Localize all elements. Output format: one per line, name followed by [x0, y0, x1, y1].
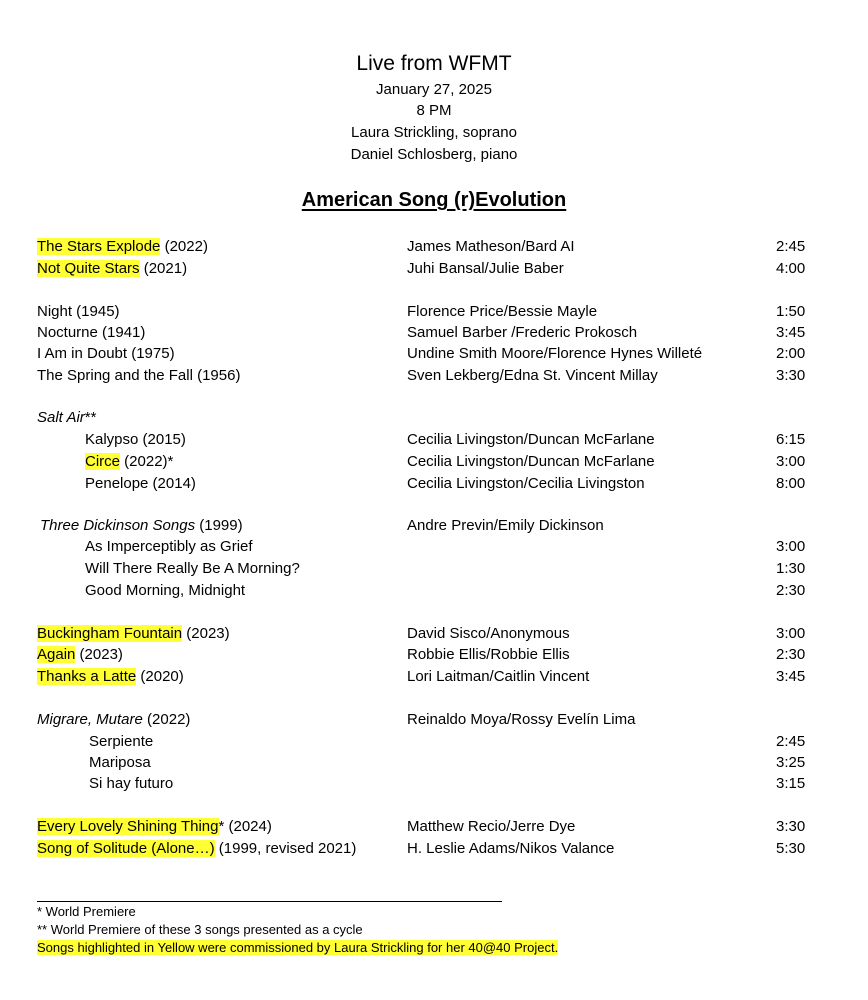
program-row-mariposa [0, 754, 868, 776]
composer-poet: David Sisco/Anonymous [407, 625, 570, 642]
composer-poet: Andre Previn/Emily Dickinson [407, 517, 604, 534]
duration: 3:00 [776, 625, 806, 642]
song-title: Song of Solitude (Alone…) [37, 840, 215, 857]
duration: 2:30 [776, 582, 806, 599]
song-title: Buckingham Fountain [37, 625, 183, 642]
song-title: Si hay futuro [89, 775, 174, 792]
song-title: Every Lovely Shining Thing [37, 818, 219, 835]
duration: 3:45 [776, 668, 806, 685]
program-row-migrare [0, 711, 868, 733]
footnote-cycle-premiere: ** World Premiere of these 3 songs presented as a cycle [37, 922, 363, 937]
cycle-title: Salt Air [37, 409, 85, 426]
duration: 2:45 [776, 733, 806, 750]
song-title: Good Morning, Midnight [85, 582, 246, 599]
duration: 2:30 [776, 646, 806, 663]
program-row-si-hay-futuro [0, 775, 868, 797]
program-row-imperceptibly [0, 538, 868, 560]
program-row-thanks-latte [0, 668, 868, 690]
song-title: Night (1945) [37, 303, 120, 320]
duration: 3:15 [776, 775, 806, 792]
program-title: American Song (r)Evolution [301, 189, 567, 211]
cycle-title: Migrare, Mutare [37, 711, 143, 728]
composer-poet: Robbie Ellis/Robbie Ellis [407, 646, 570, 663]
program-row-spring-fall [0, 367, 868, 389]
event-time: 8 PM [416, 102, 452, 119]
song-year: (2023) [182, 625, 230, 642]
song-year: (1999, revised 2021) [214, 840, 357, 857]
program-row-good-morning [0, 582, 868, 604]
song-year: (2022) [142, 711, 191, 728]
song-title: Again [37, 646, 76, 663]
program-row-every-lovely [0, 818, 868, 840]
composer-poet: Undine Smith Moore/Florence Hynes Willeté [407, 345, 703, 362]
song-title: As Imperceptibly as Grief [85, 538, 253, 555]
program-row-penelope [0, 475, 868, 497]
song-year: (2022)* [120, 453, 174, 470]
duration: 2:00 [776, 345, 806, 362]
event-date: January 27, 2025 [376, 81, 492, 98]
event-title: Live from WFMT [356, 52, 512, 75]
composer-poet: James Matheson/Bard AI [407, 238, 575, 255]
composer-poet: Cecilia Livingston/Duncan McFarlane [407, 431, 655, 448]
program-row-stars-explode [0, 238, 868, 260]
duration: 3:00 [776, 538, 806, 555]
program-row-night [0, 303, 868, 325]
cycle-marker: ** [84, 409, 97, 426]
performer-soprano: Laura Strickling, soprano [351, 124, 517, 141]
composer-poet: H. Leslie Adams/Nikos Valance [407, 840, 615, 857]
song-title: The Stars Explode [37, 238, 161, 255]
program-row-morning [0, 560, 868, 582]
composer-poet: Cecilia Livingston/Duncan McFarlane [407, 453, 655, 470]
program-row-not-quite-stars [0, 260, 868, 282]
composer-poet: Sven Lekberg/Edna St. Vincent Millay [407, 367, 658, 384]
performer-piano: Daniel Schlosberg, piano [350, 146, 518, 163]
composer-poet: Lori Laitman/Caitlin Vincent [407, 668, 590, 685]
program-row-salt-air [0, 409, 868, 431]
duration: 6:15 [776, 431, 806, 448]
song-title: Penelope (2014) [85, 475, 196, 492]
program-row-dickinson [0, 517, 868, 539]
duration: 3:30 [776, 367, 806, 384]
song-year: (2021) [139, 260, 188, 277]
song-year: * (2024) [218, 818, 272, 835]
song-title: Serpiente [89, 733, 154, 750]
song-title: Kalypso (2015) [85, 431, 186, 448]
duration: 2:45 [776, 238, 806, 255]
song-title: The Spring and the Fall (1956) [37, 367, 241, 384]
duration: 3:45 [776, 324, 806, 341]
footnote-world-premiere: * World Premiere [37, 904, 136, 919]
composer-poet: Matthew Recio/Jerre Dye [407, 818, 576, 835]
footnote-divider [37, 901, 502, 902]
program-row-kalypso [0, 431, 868, 453]
program-row-nocturne [0, 324, 868, 346]
composer-poet: Cecilia Livingston/Cecilia Livingston [407, 475, 645, 492]
duration: 3:25 [776, 754, 806, 771]
composer-poet: Samuel Barber /Frederic Prokosch [407, 324, 638, 341]
program-row-circe [0, 453, 868, 475]
duration: 8:00 [776, 475, 806, 492]
duration: 3:00 [776, 453, 806, 470]
song-title: Not Quite Stars [37, 260, 140, 277]
duration: 1:50 [776, 303, 806, 320]
duration: 3:30 [776, 818, 806, 835]
program-row-buckingham [0, 625, 868, 647]
song-title: Circe [85, 453, 121, 470]
song-title: Will There Really Be A Morning? [85, 560, 300, 577]
duration: 1:30 [776, 560, 806, 577]
composer-poet: Juhi Bansal/Julie Baber [407, 260, 564, 277]
composer-poet: Florence Price/Bessie Mayle [407, 303, 598, 320]
program-row-song-solitude [0, 840, 868, 862]
song-title: Mariposa [89, 754, 151, 771]
duration: 5:30 [776, 840, 806, 857]
cycle-title: Three Dickinson Songs [40, 517, 196, 534]
duration: 4:00 [776, 260, 806, 277]
song-year: (2023) [75, 646, 123, 663]
song-title: I Am in Doubt (1975) [37, 345, 175, 362]
song-title: Nocturne (1941) [37, 324, 146, 341]
program-row-serpiente [0, 733, 868, 755]
song-year: (1999) [195, 517, 243, 534]
composer-poet: Reinaldo Moya/Rossy Evelín Lima [407, 711, 636, 728]
program-row-i-am-in-doubt [0, 345, 868, 367]
program-row-again [0, 646, 868, 668]
song-year: (2020) [136, 668, 184, 685]
song-year: (2022) [160, 238, 208, 255]
footnote-highlight-note: Songs highlighted in Yellow were commissioned by Laura Strickling for her 40@40 Project. [37, 940, 559, 955]
song-title: Thanks a Latte [37, 668, 137, 685]
